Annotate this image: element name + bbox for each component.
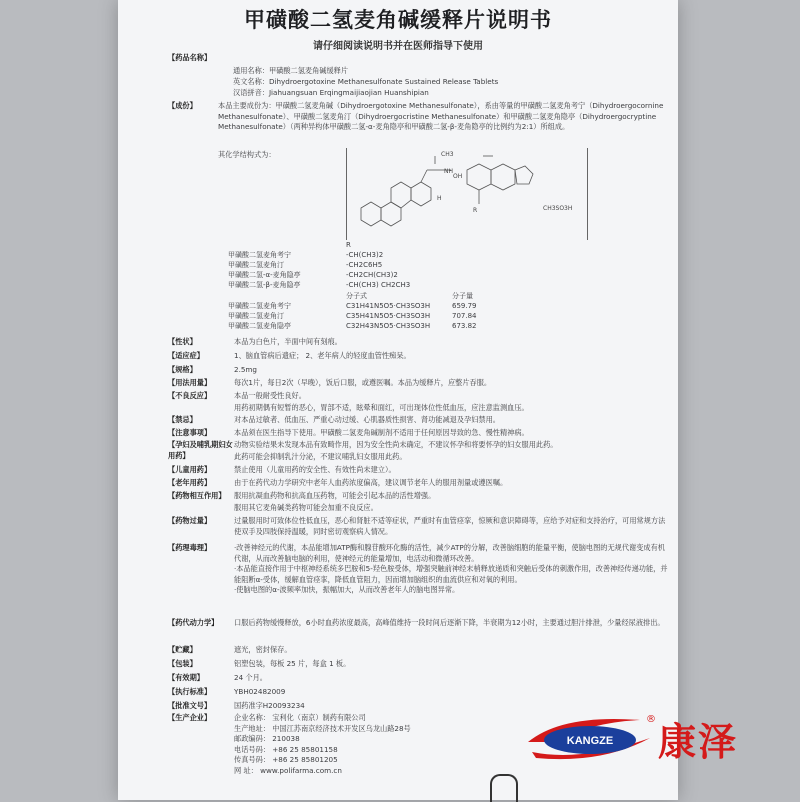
nh-label: NH — [444, 168, 453, 175]
structure-label: 其化学结构式为： — [218, 150, 276, 159]
table-row: 甲磺酸二氢麦角考宁 C31H41N5O5·CH3SO3H 659.79 — [228, 302, 477, 310]
r-header: R — [346, 241, 351, 249]
page-title: 甲磺酸二氢麦角碱缓释片说明书 — [244, 8, 552, 32]
table-row: 甲磺酸二氢-β-麦角隐亭 -CH(CH3) CH2CH3 — [228, 281, 411, 289]
corner-mark — [490, 774, 518, 802]
table-row: 甲磺酸二氢麦角考宁 -CH(CH3)2 — [228, 251, 384, 259]
formula-table: 分子式 分子量 甲磺酸二氢麦角考宁 C31H41N5O5·CH3SO3H 659.79 甲磺酸二氢麦角汀 C35H41N5O5·CH3SO3H 707.84 甲磺酸二氢麦角隐亭 C32H43N5O5·CH3SO3H 673.82 — [228, 291, 483, 331]
page-subtitle: 请仔细阅读说明书并在医师指导下使用 — [313, 41, 483, 52]
table-row: 甲磺酸二氢麦角隐亭 C32H43N5O5·CH3SO3H 673.82 — [228, 322, 477, 330]
composition-text: 本品主要成份为：甲磺酸二氢麦角碱（Dihydroergotoxine Methanesulfonate），系由等量的甲磺酸二氢麦角考宁（Dihydroergocornine Methanesulfonate）、甲磺酸二氢麦角汀（Dihydroergocristine Methanesulfonate）和甲磺酸二氢麦角隐亭（Dihydroergocryptine Methanesulfonate）（两种异构体甲磺酸二氢-α-麦角隐亭和甲磺酸二氢-β-麦角隐亭的比例约为2:1）所组成。 — [218, 101, 664, 132]
r-label: R — [473, 207, 478, 214]
section-overdose: 【药物过量】 过量服用时可致体位性低血压，恶心和肾脏不适等症状，严重时有血管痉挛，惊厥和意识障碍等，应给予对症和支持治疗，可用常规方法使双手及四肢保持温暖，同时密切观察病人情况。 — [168, 516, 666, 536]
section-manufacturer: 【生产企业】 企业名称： 宝利化（南京）制药有限公司 生产地址： 中国江苏南京经济技术开发区乌龙山路28号 邮政编码： 210038 电话号码： +86 25 85801158 传真号码： +86 25 85801205 网 址： www.polifarma.com.cn — [168, 713, 668, 783]
brand-latin: KANGZE — [566, 735, 614, 747]
registered-mark: ® — [646, 714, 656, 725]
section-label: 【药品名称】 — [168, 53, 212, 62]
table-row: 甲磺酸二氢麦角汀 -CH2C6H5 — [228, 261, 383, 269]
oh-label: OH — [453, 173, 463, 180]
table-row: 甲磺酸二氢麦角汀 C35H41N5O5·CH3SO3H 707.84 — [228, 312, 477, 320]
brand-chinese: 康泽 — [658, 719, 739, 764]
section-pharmacology: 【药理毒理】 ·改善神经元的代谢，本品能增加ATP酶和腺苷酸环化酶的活性，减少ATP的分解，改善脑细胞的能量平衡，使脑电图的无规代谢变成有机代谢，从而改善脑电脑的利用，使神经元的能量增加，电活动和微循环改善。 ·本品能直接作用于中枢神经系统多巴胺和5-羟色胺受体，增强突触前神经末梢释放递质和突触后受体的刺激作用，改善神经传递功能，并能阻断α-受体，缓解血管痉挛，降低血管阻力，因而增加脑组织的血流供应和对氧的利用。 ·使脑电图的α-波频率加快，振幅加大，从而改善老年人的脑电图异常。 — [168, 543, 668, 595]
manufacturer-info: 企业名称： 宝利化（南京）制药有限公司 生产地址： 中国江苏南京经济技术开发区乌龙山路28号 邮政编码： 210038 电话号码： +86 25 85801158 传真号码： +86 25 85801205 网 址： www.polifarma.com.cn — [234, 713, 411, 775]
r-group-table — [228, 240, 416, 290]
pharmacology-text: ·改善神经元的代谢，本品能增加ATP酶和腺苷酸环化酶的活性，减少ATP的分解，改善脑细胞的能量平衡，使脑电图的无规代谢变成有机代谢，从而改善脑电脑的利用，使神经元的能量增加，电活动和微循环改善。 ·本品能直接作用于中枢神经系统多巴胺和5-羟色胺受体，增强突触前神经末梢释放递质和突触后受体的刺激作用，改善神经传递功能，并能阻断α-受体，缓解血管痉挛，降低血管阻力，因而增加脑组织的血流供应和对氧的利用。 ·使脑电图的α-波频率加快，振幅加大，从而改善老年人的脑电图异常。 — [234, 543, 668, 595]
logo-emblem — [522, 708, 662, 768]
structure-diagram — [347, 148, 587, 240]
ch3-label: CH3 — [441, 151, 454, 158]
section-label: 【成份】 — [168, 101, 197, 110]
section-pharmacokinetics: 【药代动力学】 口服后药物缓慢释放，6小时血药浓度最高，高峰值维持一段时间后逐渐下降，半衰期为12小时，主要通过胆汁排泄，少量经尿液排出。 — [168, 618, 665, 627]
section-pregnancy: 【孕妇及哺乳期妇女用药】 动物实验结果未发现本品有致畸作用，因为安全性尚未确定，不建议怀孕和将要怀孕的妇女服用此药。 — [168, 440, 558, 460]
section-composition — [168, 101, 668, 147]
kangze-logo — [522, 708, 782, 768]
h-label: H — [437, 195, 442, 202]
msa-label: CH3SO3H — [543, 205, 573, 212]
generic-name: 通用名称：甲磺酸二氢麦角碱缓释片 — [233, 66, 349, 75]
pinyin-name: 汉语拼音：Jiahuangsuan Erqingmaijiaojian Huanshipian — [233, 88, 429, 97]
table-row: 甲磺酸二氢-α-麦角隐亭 -CH2CH(CH3)2 — [228, 271, 398, 279]
english-name: 英文名称：Dihydroergotoxine Methanesulfonate Sustained Release Tablets — [233, 77, 499, 86]
chemical-structure — [346, 148, 588, 240]
leaflet-page: 甲磺酸二氢麦角碱缓释片说明书 请仔细阅读说明书并在医师指导下使用 【药品名称】 通用名称：甲磺酸二氢麦角碱缓释片 英文名称：Dihydroergotoxine Methanesulfonate Sustained Release Tablets 汉语拼音：Jiahuangsuan Erqingmaijiaojian Huanshipian 【成份】 本品主要成份为：甲磺酸二氢麦角碱（Dihydroergotoxine Methanesulfonate），系由等量的甲磺酸二氢麦角考宁（Dihydroergocornine Methanesulfonate）、甲磺酸二氢麦角汀（Dihydroergocristine Methanesulfonate）和甲磺酸二氢麦角隐亭（Dihydroergocryptine Methanesulfonate）（两种异构体甲磺酸二氢-α-麦角隐亭和甲磺酸二氢-β-麦角隐亭的比例约为2:1）所组成。 其化学结构式为： NH OH CH3 H R CH3SO3H R 甲磺酸二氢麦角考宁 -CH(CH3)2 甲磺酸二氢麦角汀 -CH2C6H5 甲磺酸二氢-α-麦角隐亭 -CH2CH(CH3)2 甲磺酸二氢-β-麦角隐亭 -CH(CH3) CH2CH3 分子式 分子量 甲磺酸二氢麦角考宁 C31H41N5O5·CH3SO3H 659.79 甲磺酸二氢麦角汀 C35H41N5O5·CH3SO3H 707.84 甲磺酸二氢麦角隐亭 C32H43N5O5·CH3SO3H 673.82 【性状】 本品为白色片，半面中间有刻痕。 【适应症】 1、脑血管病后遗症； 2、老年病人的轻度血管性痴呆。 【规格】 2.5mg 【用法用量】 每次1片，每日2次（早晚），饭后口服，或遵医嘱。本品为缓释片，应整片吞服。 【不良反应】 本品一般耐受性良好。 用药初期偶有短暂的恶心，胃部不适，眩晕和面红，可出现体位性低血压，应注意监测血压。 【禁忌】 对本品过敏者、低血压、严重心动过缓、心肌器质性损害、肾功能减退及孕妇禁用。 【注意事项】 本品须在医生指导下使用。甲磺酸二氢麦角碱制剂不适用于任何原因导致的急、慢性精神病。 【孕妇及哺乳期妇女用药】 动物实验结果未发现本品有致畸作用，因为安全性尚未确定，不建议怀孕和将要怀孕的妇女服用此药。 此药可能会抑制乳汁分泌，不建议哺乳妇女服用此药。 【儿童用药】 禁止使用（儿童用药的安全性、有效性尚未建立）。 【老年用药】 由于在药代动力学研究中老年人血药浓度偏高，建议调节老年人的服用剂量或遵医嘱。 【药物相互作用】 服用抗凝血药物和抗高血压药物，可能会引起本品的活性增强。 服用其它麦角碱类药物可能会加重不良反应。 【药物过量】 过量服用时可致体位性低血压，恶心和肾脏不适等症状，严重时有血管痉挛，惊厥和意识障碍等，应给予对症和支持治疗，可用常规方法使双手及四肢保持温暖，同时密切观察病人情况。 【药理毒理】 ·改善神经元的代谢，本品能增加ATP酶和腺苷酸环化酶的活性，减少ATP的分解，改善脑细胞的能量平衡，使脑电图的无规代谢变成有机代谢，从而改善脑电脑的利用，使神经元的能量增加，电活动和微循环改善。 ·本品能直接作用于中枢神经系统多巴胺和5-羟色胺受体，增强突触前神经末梢释放递质和突触后受体的刺激作用，改善神经传递功能，并能阻断α-受体，缓解血管痉挛，降低血管阻力，因而增加脑组织的血流供应和对氧的利用。 ·使脑电图的α-波频率加快，振幅加大，从而改善老年人的脑电图异常。 【药代动力学】 口服后药物缓慢释放，6小时血药浓度最高，高峰值维持一段时间后逐渐下降，半衰期为12小时，主要通过胆汁排泄，少量经尿液排出。 【贮藏】 遮光，密封保存。 【包装】 铝塑包装，每板 25 片，每盒 1 板。 【有效期】 24 个月。 【执行标准】 YBH02482009 【批准文号】 国药准字H20093234 【生产企业】 企业名称： 宝利化（南京）制药有限公司 生产地址： 中国江苏南京经济技术开发区乌龙山路28号 邮政编码： 210038 电话号码： +86 25 85801158 传真号码： +86 25 85801205 网 址： www.polifarma.com.cn — [118, 0, 678, 800]
